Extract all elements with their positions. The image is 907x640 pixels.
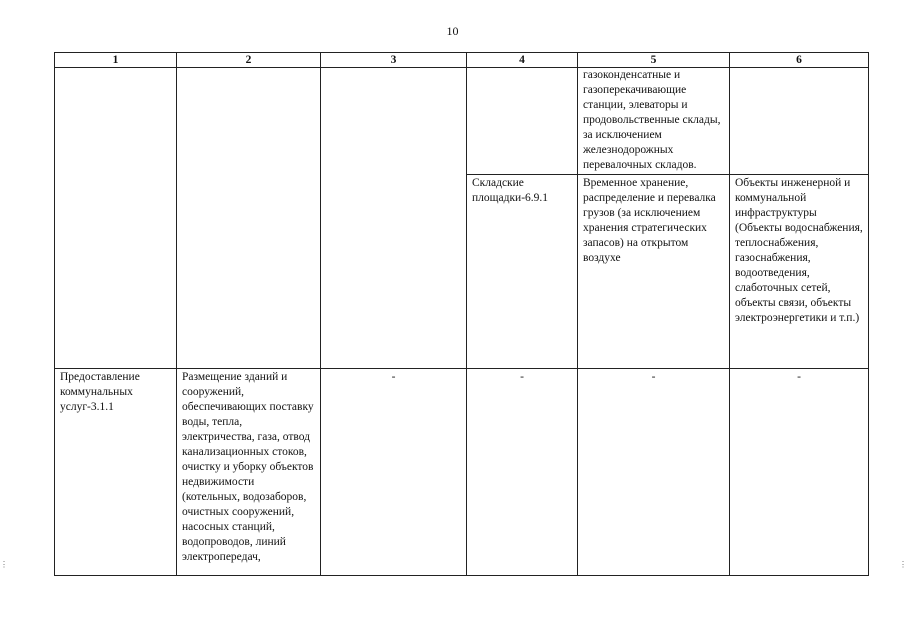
table-cell bbox=[177, 68, 321, 369]
table-cell: газоконденсатные и газоперекачивающие станции, элеваторы и продовольственные склады, за исключением железнодорожных перевалочных складов. bbox=[578, 68, 730, 175]
table-row bbox=[55, 369, 869, 576]
table-cell bbox=[55, 68, 177, 369]
column-header-1: 1 bbox=[55, 53, 177, 68]
page-number: 10 bbox=[446, 24, 459, 38]
table-cell: Временное хранение, распределение и перевалка грузов (за исключением хранения стратегических запасов) на открытом воздухе bbox=[578, 175, 730, 369]
table-header-row bbox=[55, 53, 869, 68]
column-header-6: 6 bbox=[730, 53, 869, 68]
column-header-2: 2 bbox=[177, 53, 321, 68]
table-cell bbox=[730, 68, 869, 175]
column-header-5: 5 bbox=[578, 53, 730, 68]
table-row bbox=[55, 68, 869, 175]
table-cell: Складские площадки-6.9.1 bbox=[467, 175, 578, 369]
scan-edge-mark-left: ⋮ bbox=[0, 560, 8, 569]
scan-edge-mark-right: ⋮ bbox=[899, 560, 907, 569]
table-cell: Объекты инженерной и коммунальной инфраструктуры (Объекты водоснабжения, теплоснабжения, газоснабжения, водоотведения, слаботочных сетей, объекты связи, объекты электроэнергетики и т.п.) bbox=[730, 175, 869, 369]
table-cell: - bbox=[321, 369, 467, 576]
table-cell: Предоставление коммунальных услуг-3.1.1 bbox=[55, 369, 177, 576]
column-header-3: 3 bbox=[321, 53, 467, 68]
table-cell bbox=[321, 68, 467, 369]
table-cell: - bbox=[578, 369, 730, 576]
column-header-4: 4 bbox=[467, 53, 578, 68]
table-cell: Размещение зданий и сооружений, обеспечивающих поставку воды, тепла, электричества, газа, отвод канализационных стоков, очистку и уборку объектов недвижимости (котельных, водозаборов, очистных сооружений, насосных станций, водопроводов, линий электропередач, bbox=[177, 369, 321, 576]
table-cell: - bbox=[467, 369, 578, 576]
document-table bbox=[54, 52, 869, 576]
table-cell bbox=[467, 68, 578, 175]
table-cell: - bbox=[730, 369, 869, 576]
